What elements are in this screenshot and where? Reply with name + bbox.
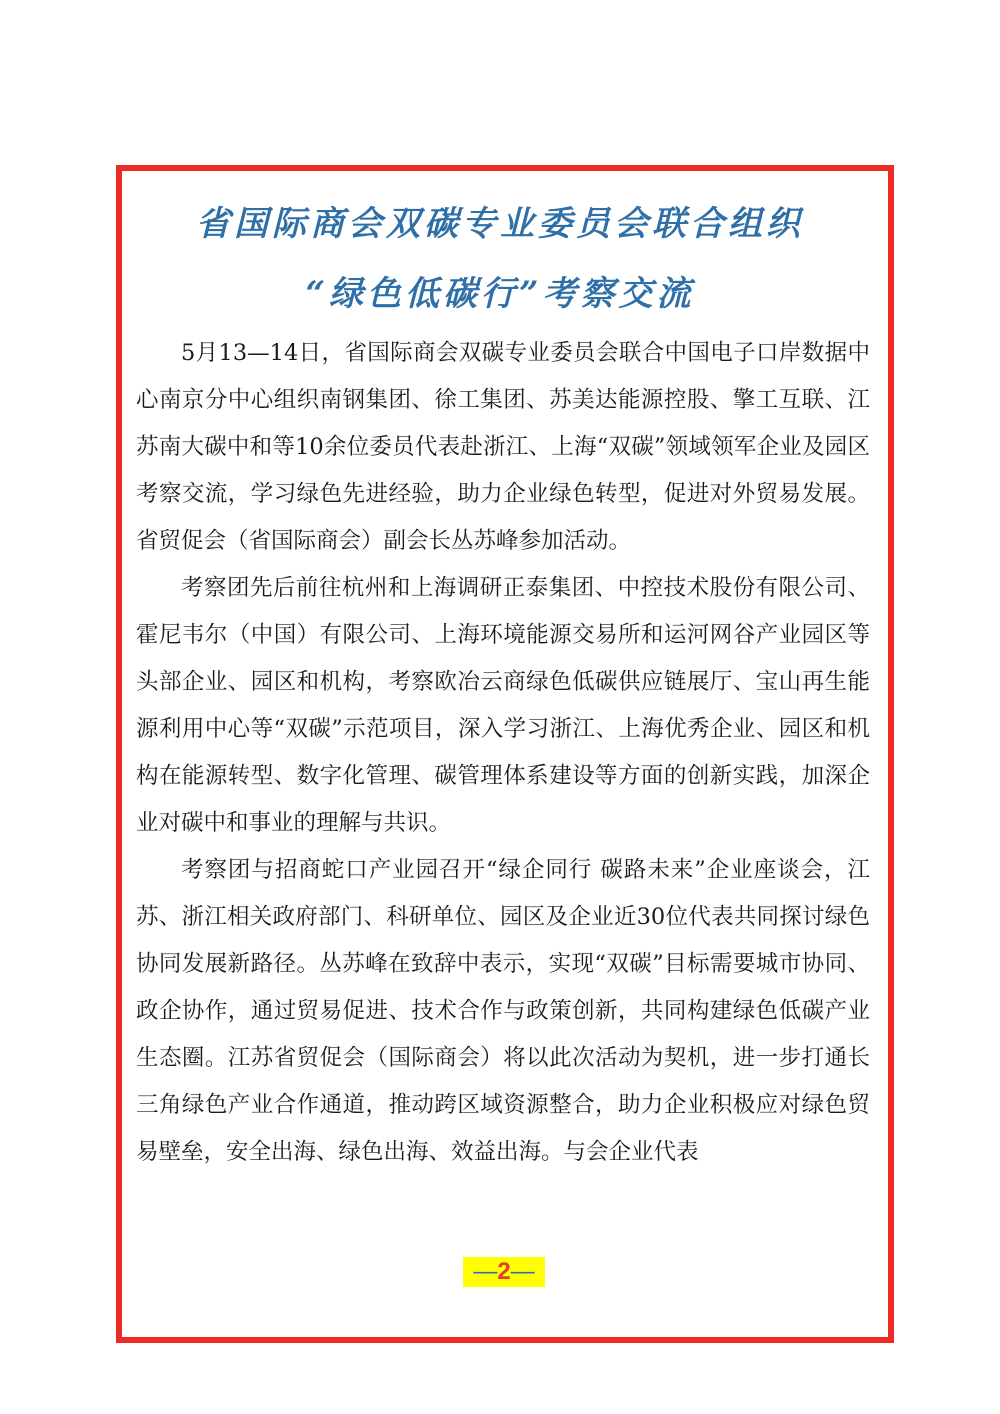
page-number-value: 2: [497, 1258, 511, 1285]
page-number-dash-right: —: [510, 1258, 535, 1285]
page-number: [463, 1257, 545, 1287]
title-line-2: “绿色低碳行”考察交流: [305, 274, 695, 314]
paragraph-3: 考察团与招商蛇口产业园召开“绿企同行 碳路未来”企业座谈会，江苏、浙江相关政府部门、科研单位、园区及企业近30位代表共同探讨绿色协同发展新路径。丛苏峰在致辞中表示，实现“双碳”目标需要城市协同、政企协作，通过贸易促进、技术合作与政策创新，共同构建绿色低碳产业生态圈。江苏省贸促会（国际商会）将以此次活动为契机，进一步打通长三角绿色产业合作通道，推动跨区域资源整合，助力企业积极应对绿色贸易壁垒，安全出海、绿色出海、效益出海。与会企业代表: [136, 857, 870, 1165]
paragraph-2: 考察团先后前往杭州和上海调研正泰集团、中控技术股份有限公司、霍尼韦尔（中国）有限公司、上海环境能源交易所和运河网谷产业园区等头部企业、园区和机构，考察欧冶云商绿色低碳供应链展厅、宝山再生能源利用中心等“双碳”示范项目，深入学习浙江、上海优秀企业、园区和机构在能源转型、数字化管理、碳管理体系建设等方面的创新实践，加深企业对碳中和事业的理解与共识。: [136, 575, 870, 836]
title-line-1: 省国际商会双碳专业委员会联合组织: [196, 204, 804, 244]
page-number-dash-left: —: [473, 1258, 498, 1285]
article-body: [136, 330, 870, 1176]
paragraph-1: 5月13—14日，省国际商会双碳专业委员会联合中国电子口岸数据中心南京分中心组织南钢集团、徐工集团、苏美达能源控股、擎工互联、江苏南大碳中和等10余位委员代表赴浙江、上海“双碳”领域领军企业及园区考察交流，学习绿色先进经验，助力企业绿色转型，促进对外贸易发展。省贸促会（省国际商会）副会长丛苏峰参加活动。: [136, 340, 870, 554]
